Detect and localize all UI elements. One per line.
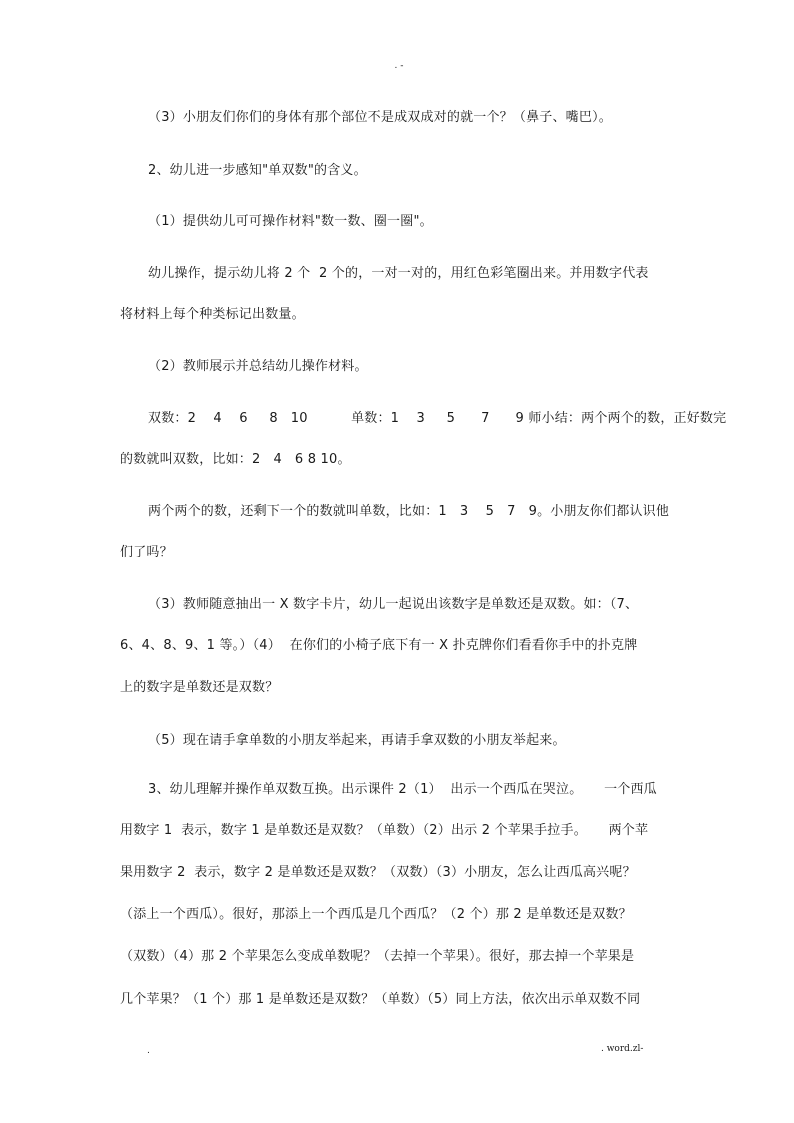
section-heading: 2、幼儿进一步感知"单双数"的含义。 bbox=[148, 163, 367, 178]
paragraph-line: 6、4、8、9、1 等。）（4） 在你们的小椅子底下有一 X 扑克牌你们看看你手中的扑克牌 bbox=[120, 638, 638, 653]
footer-left-mark: . bbox=[147, 1046, 150, 1056]
paragraph-line: 几个苹果？（1 个）那 1 是单数还是双数？（单数）（5）同上方法，依次出示单双数不同 bbox=[120, 992, 641, 1007]
paragraph-line: 用数字 1 表示，数字 1 是单数还是双数？（单数）（2）出示 2 个苹果手拉手。 两个苹 bbox=[120, 823, 649, 838]
paragraph-line: （5）现在请手拿单数的小朋友举起来，再请手拿双数的小朋友举起来。 bbox=[148, 733, 566, 748]
paragraph-line: 两个两个的数，还剩下一个的数就叫单数，比如：1 3 5 7 9。小朋友你们都认识他 bbox=[148, 504, 670, 519]
paragraph-line: （双数）（4）那 2 个苹果怎么变成单数呢？（去掉一个苹果）。很好，那去掉一个苹果是 bbox=[120, 949, 635, 964]
paragraph-line: （3）教师随意抽出一 X 数字卡片，幼儿一起说出该数字是单数还是双数。如：（7、 bbox=[148, 597, 639, 612]
paragraph-line: （2）教师展示并总结幼儿操作材料。 bbox=[148, 359, 368, 374]
paragraph-line: （1）提供幼儿可可操作材料"数一数、圈一圈"。 bbox=[148, 214, 433, 229]
paragraph-line: （3）小朋友们你们的身体有那个部位不是成双成对的就一个？（鼻子、嘴巴）。 bbox=[148, 110, 612, 125]
paragraph-line: 双数：2 4 6 8 10 单数：1 3 5 7 9 师小结：两个两个的数，正好数完 bbox=[148, 411, 727, 426]
paragraph-line: 果用数字 2 表示，数字 2 是单数还是双数？（双数）（3）小朋友，怎么让西瓜高兴呢？ bbox=[120, 865, 636, 880]
paragraph-line: 们了吗？ bbox=[120, 545, 173, 560]
section-heading: 3、幼儿理解并操作单双数互换。出示课件 2（1） 出示一个西瓜在哭泣。 一个西瓜 bbox=[148, 782, 657, 797]
header-mark: . - bbox=[394, 61, 404, 71]
paragraph-line: 的数就叫双数，比如：2 4 6 8 10。 bbox=[120, 452, 351, 467]
paragraph-line: 幼儿操作，提示幼儿将 2 个 2 个的，一对一对的，用红色彩笔圈出来。并用数字代表 bbox=[148, 266, 649, 281]
paragraph-line: 上的数字是单数还是双数？ bbox=[120, 680, 279, 695]
footer-right-text: . word.zl- bbox=[601, 1044, 644, 1054]
paragraph-line: （添上一个西瓜）。很好，那添上一个西瓜是几个西瓜？（2 个）那 2 是单数还是双数？ bbox=[120, 907, 632, 922]
paragraph-line: 将材料上每个种类标记出数量。 bbox=[120, 307, 305, 322]
